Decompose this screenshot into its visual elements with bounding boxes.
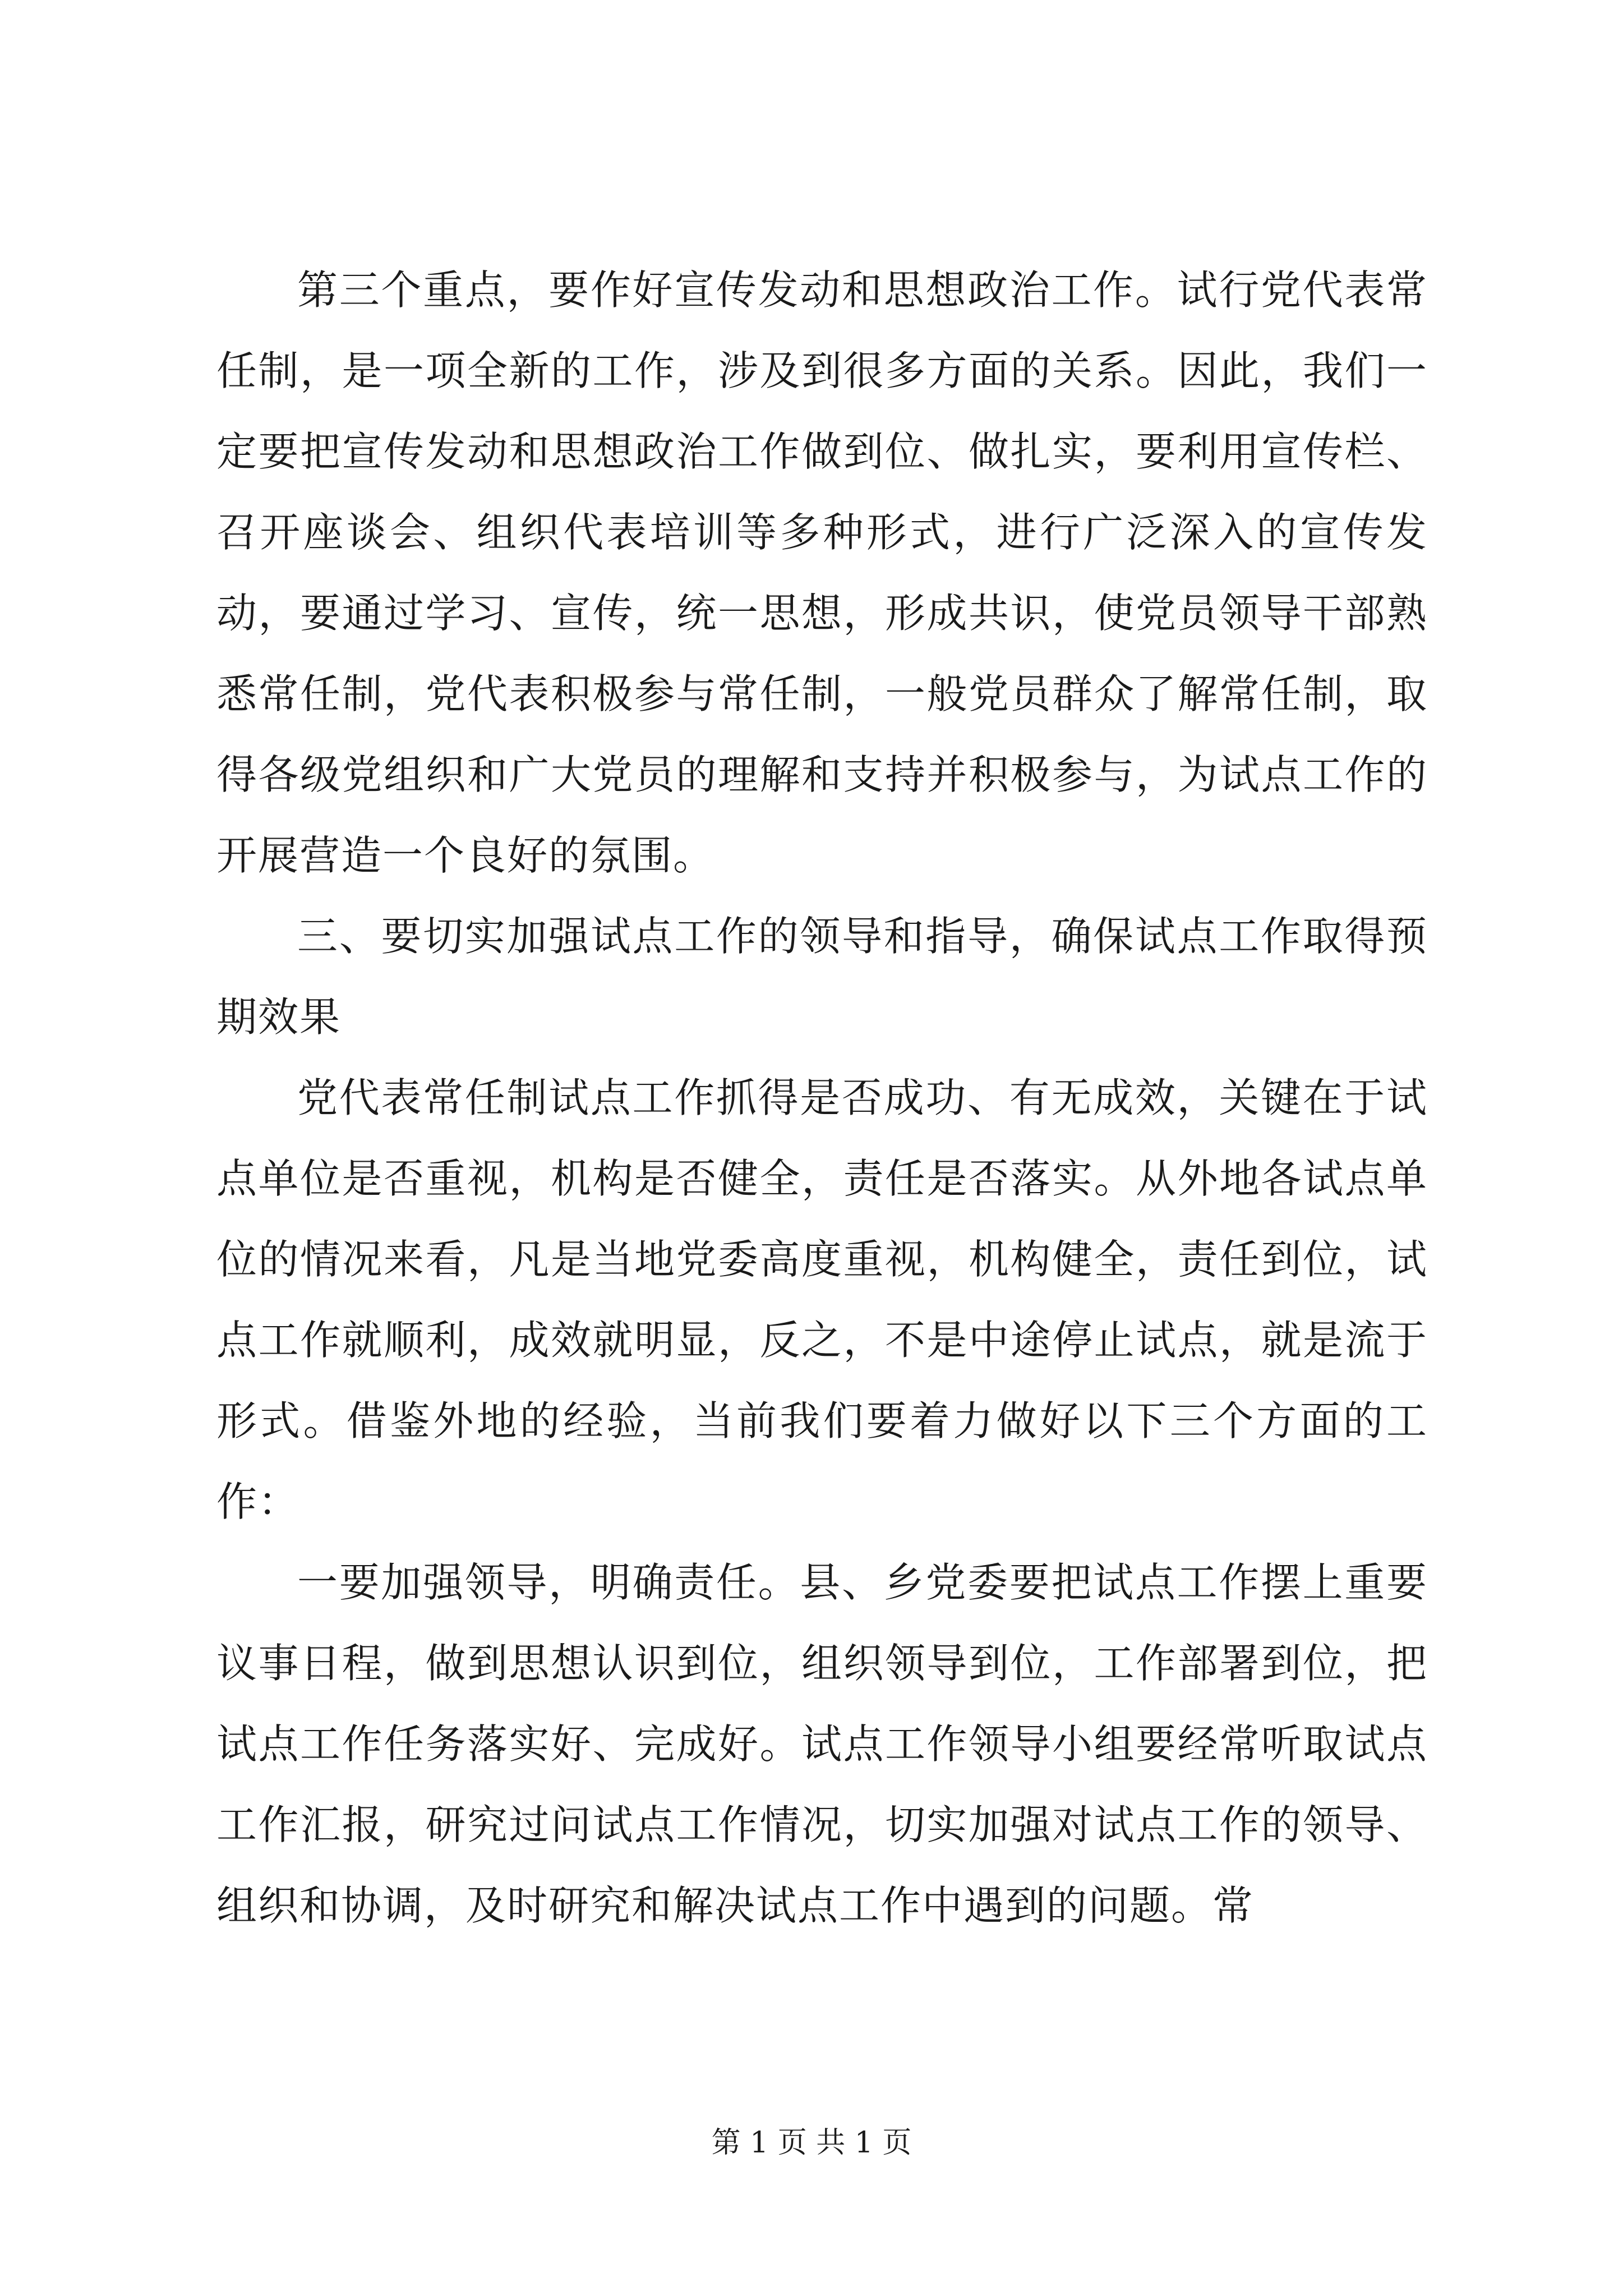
page-footer: 第 1 页 共 1 页 xyxy=(711,2126,912,2160)
section-heading-leadership: 三、要切实加强试点工作的领导和指导，确保试点工作取得预期效果 xyxy=(216,913,1428,1041)
document-body xyxy=(216,250,1428,1946)
paragraph-publicity-work: 第三个重点，要作好宣传发动和思想政治工作。试行党代表常任制，是一项全新的工作，涉及到很多方面的关系。因此，我们一定要把宣传发动和思想政治工作做到位、做扎实，要利用宣传栏、召开座谈会、组织代表培训等多种形式，进行广泛深入的宣传发动，要通过学习、宣传，统一思想，形成共识，使党员领导干部熟悉常任制，党代表积极参与常任制，一般党员群众了解常任制，取得各级党组织和广大党员的理解和支持并积极参与，为试点工作的开展营造一个良好的氛围。 xyxy=(216,266,1428,879)
paragraph-strengthen-leadership: 一要加强领导，明确责任。县、乡党委要把试点工作摆上重要议事日程，做到思想认识到位，组织领导到位，工作部署到位，把试点工作任务落实好、完成好。试点工作领导小组要经常听取试点工作汇报，研究过问试点工作情况，切实加强对试点工作的领导、组织和协调，及时研究和解决试点工作中遇到的问题。常 xyxy=(216,1559,1428,1929)
paragraph-pilot-success: 党代表常任制试点工作抓得是否成功、有无成效，关键在于试点单位是否重视，机构是否健全，责任是否落实。从外地各试点单位的情况来看，凡是当地党委高度重视，机构健全，责任到位，试点工作就顺利，成效就明显，反之，不是中途停止试点，就是流于形式。借鉴外地的经验，当前我们要着力做好以下三个方面的工作： xyxy=(216,1074,1428,1525)
